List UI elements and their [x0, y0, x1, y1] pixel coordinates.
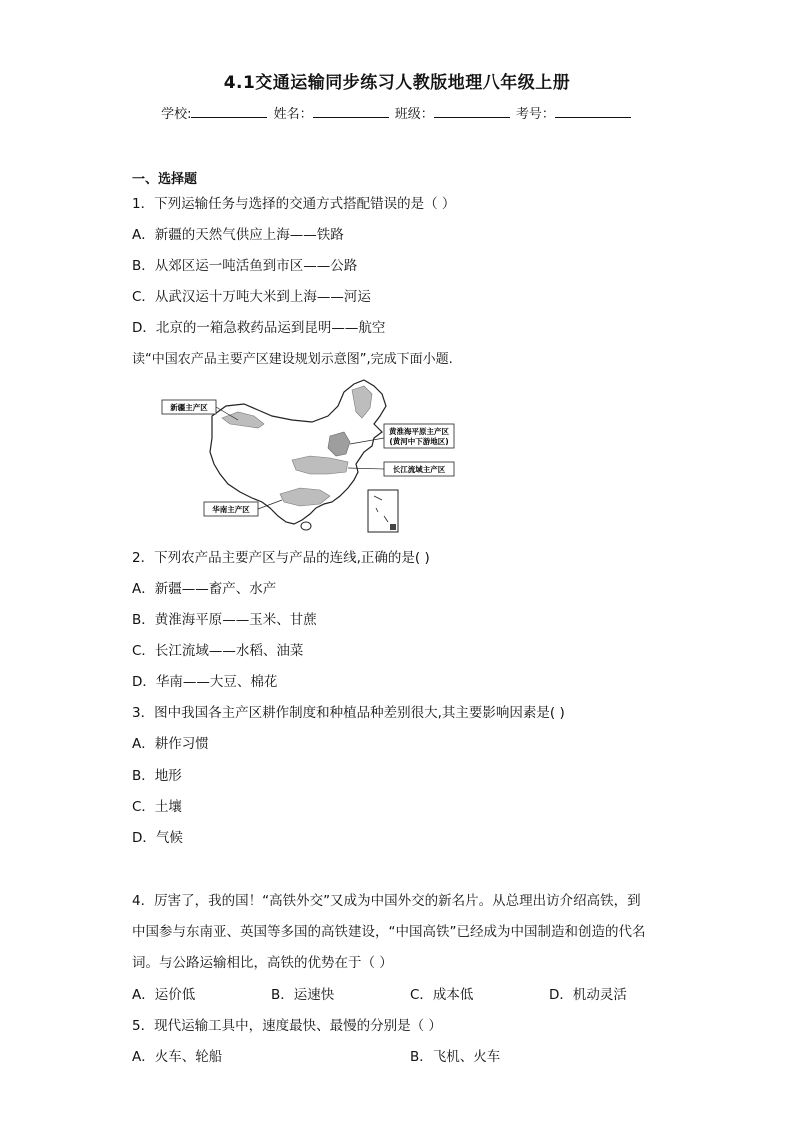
class-label: 班级： — [394, 107, 434, 122]
q1-stem: 1．下列运输任务与选择的交通方式搭配错误的是（ ） — [132, 196, 456, 212]
q2-option-d[interactable]: D．华南——大豆、棉花 — [132, 674, 278, 690]
section-title: 一、选择题 — [132, 172, 198, 187]
name-blank[interactable] — [313, 105, 389, 118]
q1-option-c[interactable]: C．从武汉运十万吨大米到上海——河运 — [132, 289, 371, 305]
q3-option-c[interactable]: C．土壤 — [132, 799, 182, 815]
q2-option-a[interactable]: A．新疆——畜产、水产 — [132, 581, 277, 597]
q3-option-a[interactable]: A．耕作习惯 — [132, 736, 209, 752]
q1-option-b[interactable]: B．从郊区运一吨活鱼到市区——公路 — [132, 258, 358, 274]
huanghuai-label-line1: 黄淮海平原主产区 — [389, 427, 449, 436]
q3-option-b[interactable]: B．地形 — [132, 768, 182, 784]
q5-option-b[interactable]: B．飞机、火车 — [410, 1049, 501, 1065]
huanghuai-label-line2: (黄河中下游地区) — [389, 437, 449, 446]
exam-number-blank[interactable] — [555, 105, 631, 118]
china-agriculture-map — [160, 376, 456, 536]
q1-option-d[interactable]: D．北京的一箱急救药品运到昆明——航空 — [132, 320, 386, 336]
q2-stem: 2．下列农产品主要产区与产品的连线,正确的是( ) — [132, 550, 430, 566]
q4-option-b[interactable]: B．运速快 — [271, 987, 335, 1003]
hainan-island — [301, 522, 311, 530]
xinjiang-label: 新疆主产区 — [170, 403, 208, 412]
q4-stem-line2: 中国参与东南亚、英国等多国的高铁建设，“中国高铁”已经成为中国制造和创造的代名 — [132, 924, 646, 940]
name-label: 姓名： — [273, 107, 313, 122]
class-blank[interactable] — [434, 105, 510, 118]
q4-option-d[interactable]: D．机动灵活 — [549, 987, 627, 1003]
student-info-line — [0, 103, 794, 122]
huanan-label: 华南主产区 — [212, 505, 250, 514]
q4-option-c[interactable]: C．成本低 — [410, 987, 474, 1003]
q2-option-c[interactable]: C．长江流域——水稻、油菜 — [132, 643, 304, 659]
school-label: 学校: — [161, 107, 192, 122]
q3-option-d[interactable]: D．气候 — [132, 830, 183, 846]
map-intro: 读“中国农产品主要产区建设规划示意图”,完成下面小题. — [132, 352, 453, 367]
q1-option-a[interactable]: A．新疆的天然气供应上海——铁路 — [132, 227, 344, 243]
exam-number-label: 考号： — [515, 107, 555, 122]
q5-option-a[interactable]: A．火车、轮船 — [132, 1049, 223, 1065]
q4-stem-line1: 4．厉害了，我的国！“高铁外交”又成为中国外交的新名片。从总理出访介绍高铁，到 — [132, 893, 641, 909]
page-title: 4.1交通运输同步练习人教版地理八年级上册 — [223, 73, 571, 93]
q4-stem-line3: 词。与公路运输相比，高铁的优势在于（ ） — [132, 955, 393, 971]
q2-option-b[interactable]: B．黄淮海平原——玉米、甘蔗 — [132, 612, 317, 628]
school-blank[interactable] — [191, 105, 267, 118]
q5-stem: 5．现代运输工具中，速度最快、最慢的分别是（ ） — [132, 1018, 442, 1034]
changjiang-label: 长江流域主产区 — [392, 465, 446, 474]
q3-stem: 3．图中我国各主产区耕作制度和种植品种差别很大,其主要影响因素是( ) — [132, 705, 565, 721]
q4-option-a[interactable]: A．运价低 — [132, 987, 196, 1003]
